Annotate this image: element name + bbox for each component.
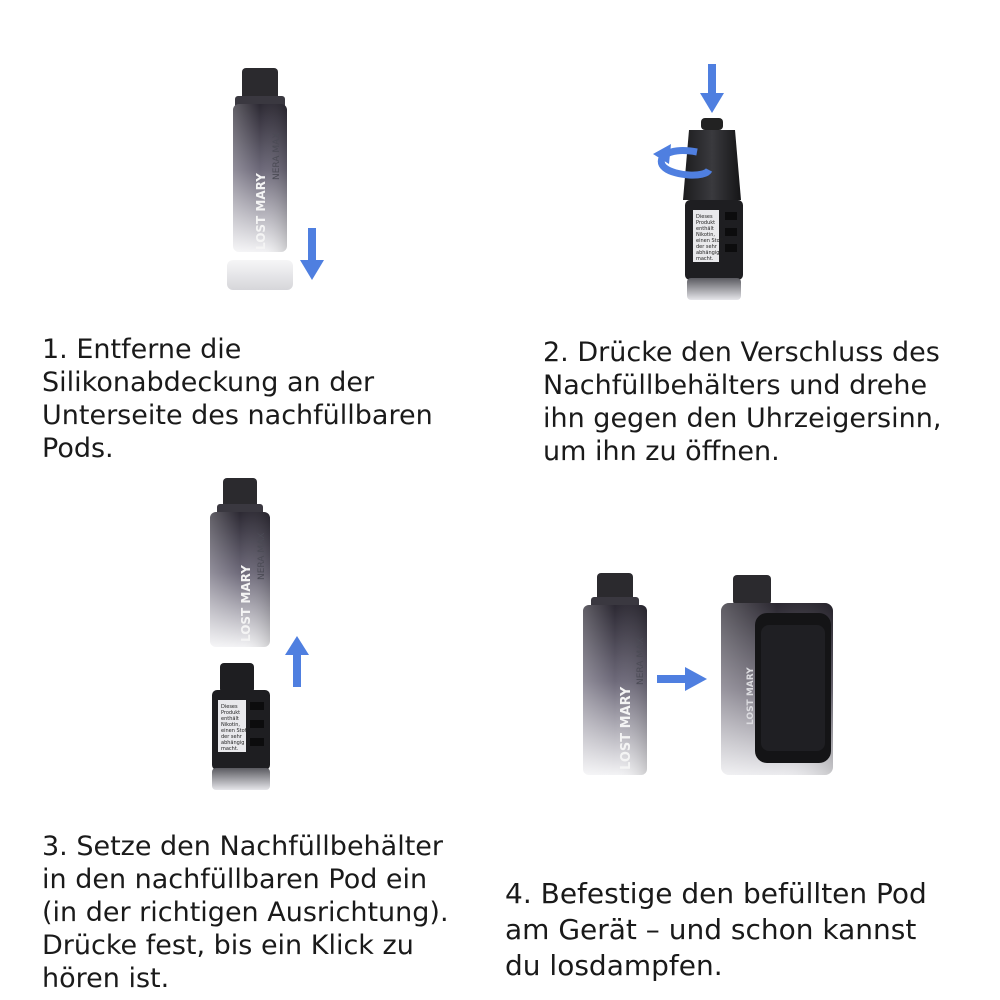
svg-text:Produkt: Produkt [696,220,716,226]
svg-text:macht.: macht. [221,746,239,752]
svg-text:Produkt: Produkt [221,710,241,716]
arrow-down-icon [700,64,724,113]
svg-text:enthält: enthält [696,226,714,232]
arrow-down-icon [300,228,324,280]
brand-label: LOST MARY [619,686,634,770]
device-brand-label: LOST MARY [746,667,756,725]
step2-illustration [645,60,765,310]
svg-text:abhängig: abhängig [696,250,720,256]
svg-text:Dieses: Dieses [696,214,713,220]
svg-text:der sehr: der sehr [221,734,242,740]
model-label: NERA MAX [257,532,267,580]
svg-text:Dieses: Dieses [221,704,238,710]
step1-illustration [215,60,335,300]
step-1-text: 1. Entferne die Silikonabdeckung an der Unterseite des nachfüllbaren Pods. [42,334,433,464]
svg-text:Nikotin,: Nikotin, [696,232,716,238]
step-3-text: 3. Setze den Nachfüllbehälter in den nachfüllbaren Pod ein (in der richtigen Ausrichtung). Drücke fest, bis ein Klick zu hören ist. [42,831,449,994]
refill-bottle-cap [683,130,741,200]
svg-text:Nikotin,: Nikotin, [221,722,241,728]
svg-text:macht.: macht. [696,256,714,262]
model-label: NERA MAX [636,637,646,685]
step4-illustration [575,565,845,785]
brand-label: LOST MARY [254,173,268,250]
svg-text:enthält: enthält [221,716,239,722]
step-2-text: 2. Drücke den Verschluss des Nachfüllbehälters und drehe ihn gegen den Uhrzeigersinn, um ihn zu öffnen. [543,337,942,467]
step3-illustration [200,470,320,800]
arrow-right-icon [657,667,707,691]
arrow-up-icon [285,636,309,687]
svg-text:einen Stoff,: einen Stoff, [696,238,725,244]
brand-label: LOST MARY [239,565,253,642]
svg-text:abhängig: abhängig [221,740,245,746]
step-4-text: 4. Befestige den befüllten Pod am Gerät – und schon kannst du losdampfen. [505,877,927,982]
silicone-cap [227,260,293,290]
model-label: NERA MAX [272,132,282,180]
svg-text:einen Stoff,: einen Stoff, [221,728,250,734]
svg-text:der sehr: der sehr [696,244,717,250]
